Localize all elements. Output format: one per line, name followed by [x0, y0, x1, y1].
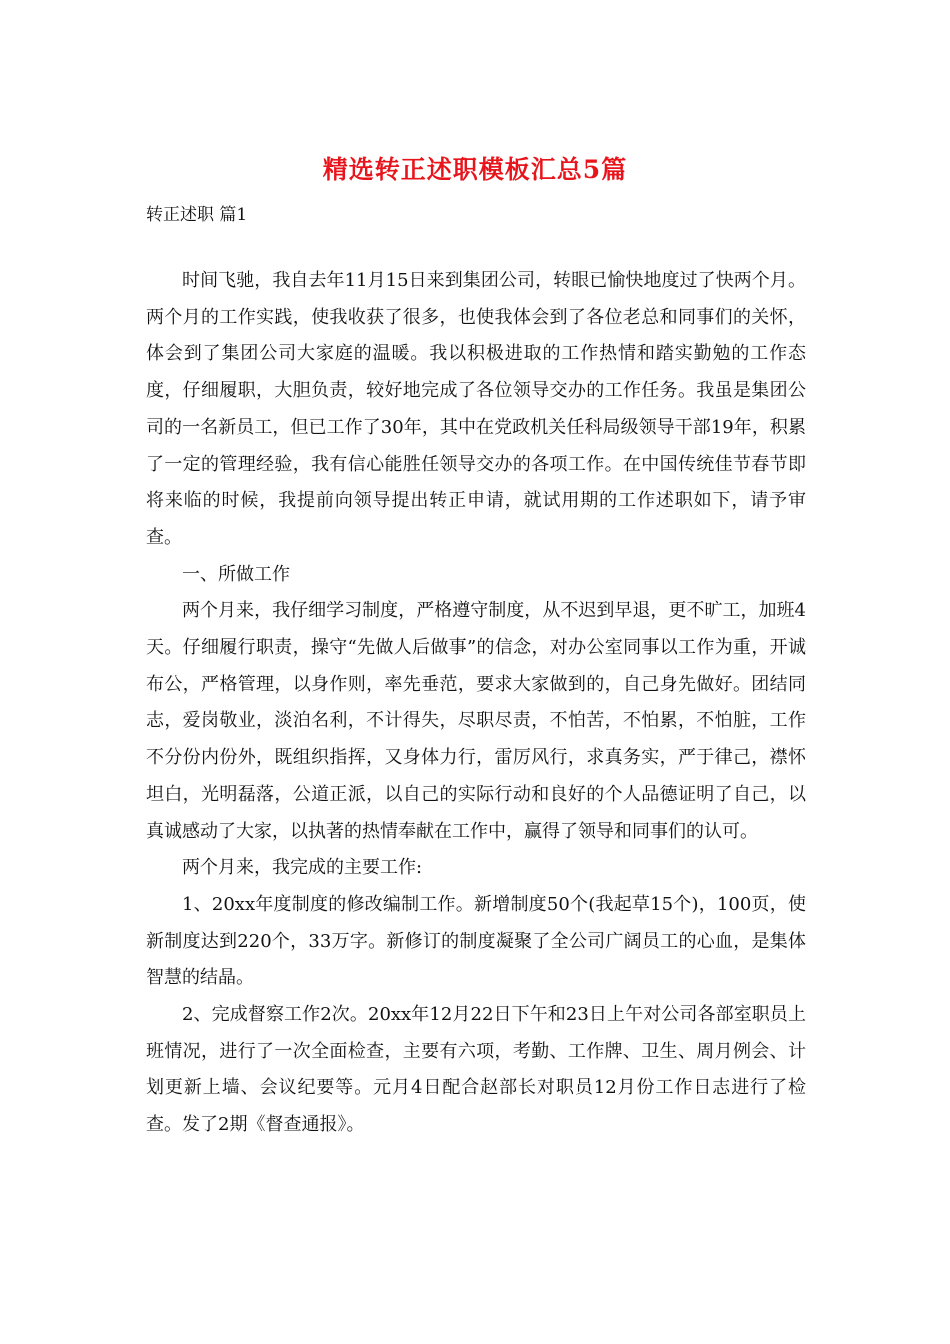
paragraph-intro: 时间飞驰，我自去年11月15日来到集团公司，转眼已愉快地度过了快两个月。两个月的工作实践，使我收获了很多，也使我体会到了各位老总和同事们的关怀，体会到了集团公司大家庭的温暖。我以积极进取的工作热情和踏实勤勉的工作态度，仔细履职，大胆负责，较好地完成了各位领导交办的工作任务。我虽是集团公司的一名新员工，但已工作了30年，其中在党政机关任科局级领导干部19年，积累了一定的管理经验，我有信心能胜任领导交办的各项工作。在中国传统佳节春节即将来临的时候，我提前向领导提出转正申请，就试用期的工作述职如下，请予审查。	[146, 270, 806, 548]
document-body	[146, 263, 806, 1144]
document-title: 精选转正述职模板汇总5篇	[322, 155, 628, 184]
paragraph-item-1: 1、20xx年度制度的修改编制工作。新增制度50个(我起草15个)，100页，使新制度达到220个，33万字。新修订的制度凝聚了全公司广阔员工的心血，是集体智慧的结晶。	[146, 893, 806, 989]
section-heading: 转正述职 篇1	[146, 205, 248, 225]
paragraph-main-work-intro: 两个月来，我完成的主要工作:	[182, 857, 423, 879]
paragraph-attitude: 两个月来，我仔细学习制度，严格遵守制度，从不迟到早退，更不旷工，加班4天。仔细履行职责，操守“先做人后做事”的信念，对办公室同事以工作为重，开诚布公，严格管理，以身作则，率先垂范，要求大家做到的，自己身先做好。团结同志，爱岗敬业，淡泊名利，不计得失，尽职尽责，不怕苦，不怕累，不怕脏，工作不分份内份外，既组织指挥，又身体力行，雷厉风行，求真务实，严于律己，襟怀坦白，光明磊落，公道正派，以自己的实际行动和良好的个人品德证明了自己，以真诚感动了大家，以执著的热情奉献在工作中，赢得了领导和同事们的认可。	[146, 600, 806, 842]
subheading-work-done: 一、所做工作	[182, 563, 290, 585]
paragraph-item-2: 2、完成督察工作2次。20xx年12月22日下午和23日上午对公司各部室职员上班情况，进行了一次全面检查，主要有六项，考勤、工作牌、卫生、周月例会、计划更新上墙、会议纪要等。元月4日配合赵部长对职员12月份工作日志进行了检查。发了2期《督查通报》。	[146, 1004, 806, 1136]
